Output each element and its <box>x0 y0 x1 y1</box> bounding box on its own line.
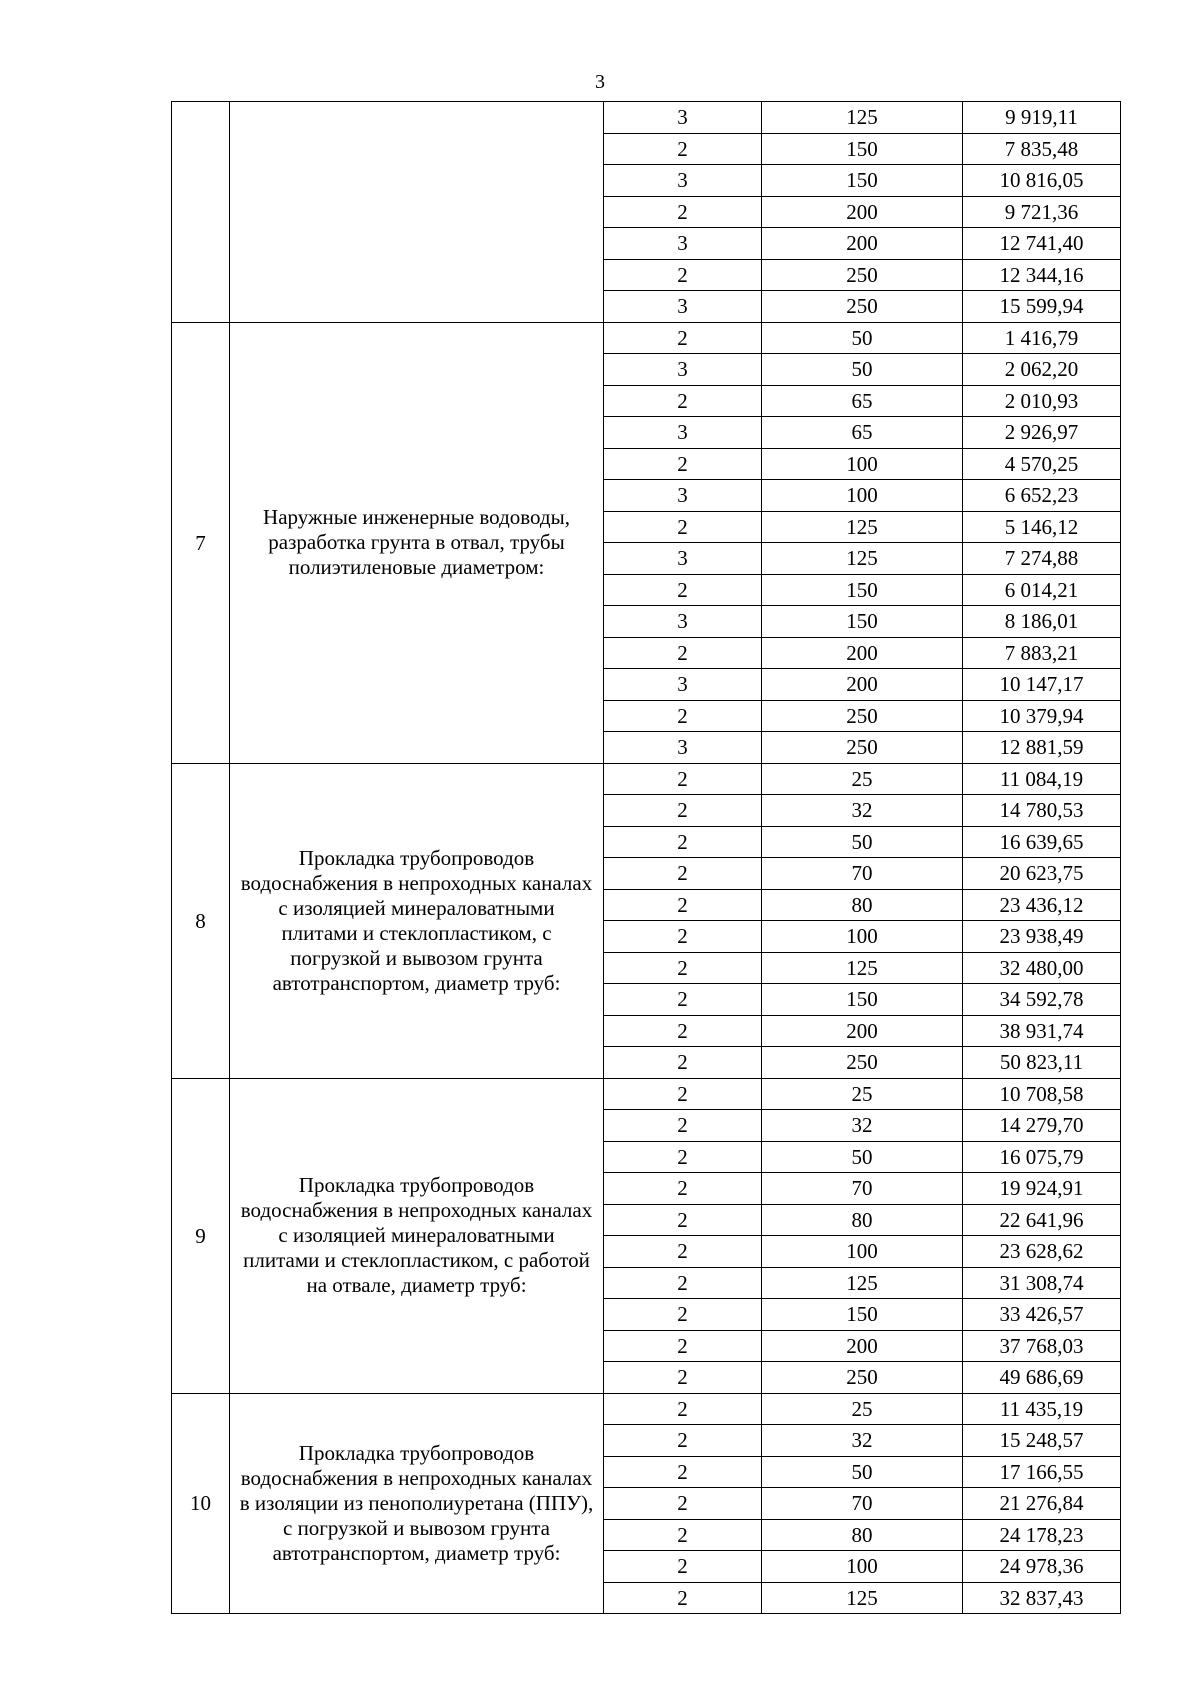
diameter-value: 150 <box>762 165 963 197</box>
price-value: 33 426,57 <box>963 1299 1121 1331</box>
table-row <box>172 1078 1121 1110</box>
depth-value: 3 <box>604 606 762 638</box>
table-row <box>172 1393 1121 1425</box>
item-description: Наружные инженерные водоводы, разработка грунта в отвал, трубы полиэтиленовые диаметром: <box>230 322 604 763</box>
depth-value: 3 <box>604 417 762 449</box>
depth-value: 2 <box>604 1047 762 1079</box>
price-value: 24 178,23 <box>963 1519 1121 1551</box>
depth-value: 3 <box>604 732 762 764</box>
price-value: 4 570,25 <box>963 448 1121 480</box>
price-value: 1 416,79 <box>963 322 1121 354</box>
item-number: 9 <box>172 1078 230 1393</box>
diameter-value: 65 <box>762 417 963 449</box>
price-value: 19 924,91 <box>963 1173 1121 1205</box>
diameter-value: 125 <box>762 952 963 984</box>
price-value: 34 592,78 <box>963 984 1121 1016</box>
diameter-value: 32 <box>762 1425 963 1457</box>
diameter-value: 200 <box>762 196 963 228</box>
diameter-value: 50 <box>762 354 963 386</box>
price-value: 10 816,05 <box>963 165 1121 197</box>
depth-value: 2 <box>604 984 762 1016</box>
depth-value: 2 <box>604 1456 762 1488</box>
item-description: Прокладка трубопроводов водоснабжения в непроходных каналах с изоляцией минераловатными плитами и стеклопластиком, с работой на отвале, диаметр труб: <box>230 1078 604 1393</box>
table-row <box>172 102 1121 134</box>
depth-value: 3 <box>604 354 762 386</box>
price-value: 16 075,79 <box>963 1141 1121 1173</box>
price-value: 9 721,36 <box>963 196 1121 228</box>
table-row <box>172 763 1121 795</box>
price-value: 12 344,16 <box>963 259 1121 291</box>
price-value: 24 978,36 <box>963 1551 1121 1583</box>
depth-value: 2 <box>604 1236 762 1268</box>
price-value: 20 623,75 <box>963 858 1121 890</box>
diameter-value: 80 <box>762 889 963 921</box>
diameter-value: 50 <box>762 1141 963 1173</box>
price-value: 15 248,57 <box>963 1425 1121 1457</box>
depth-value: 3 <box>604 480 762 512</box>
depth-value: 2 <box>604 1582 762 1614</box>
price-value: 2 926,97 <box>963 417 1121 449</box>
depth-value: 2 <box>604 1015 762 1047</box>
diameter-value: 200 <box>762 228 963 260</box>
price-value: 23 938,49 <box>963 921 1121 953</box>
diameter-value: 80 <box>762 1519 963 1551</box>
price-value: 5 146,12 <box>963 511 1121 543</box>
price-value: 10 147,17 <box>963 669 1121 701</box>
table-body <box>172 102 1121 1614</box>
diameter-value: 100 <box>762 1236 963 1268</box>
price-value: 32 837,43 <box>963 1582 1121 1614</box>
price-value: 11 084,19 <box>963 763 1121 795</box>
price-value: 32 480,00 <box>963 952 1121 984</box>
diameter-value: 150 <box>762 984 963 1016</box>
diameter-value: 150 <box>762 574 963 606</box>
depth-value: 2 <box>604 1330 762 1362</box>
diameter-value: 200 <box>762 1015 963 1047</box>
diameter-value: 70 <box>762 1488 963 1520</box>
diameter-value: 25 <box>762 763 963 795</box>
price-value: 17 166,55 <box>963 1456 1121 1488</box>
item-description <box>230 102 604 323</box>
diameter-value: 70 <box>762 1173 963 1205</box>
price-value: 12 741,40 <box>963 228 1121 260</box>
price-value: 14 780,53 <box>963 795 1121 827</box>
price-value: 11 435,19 <box>963 1393 1121 1425</box>
item-number: 10 <box>172 1393 230 1614</box>
diameter-value: 32 <box>762 1110 963 1142</box>
diameter-value: 50 <box>762 826 963 858</box>
price-value: 38 931,74 <box>963 1015 1121 1047</box>
diameter-value: 250 <box>762 291 963 323</box>
price-value: 23 436,12 <box>963 889 1121 921</box>
depth-value: 2 <box>604 1141 762 1173</box>
price-value: 10 708,58 <box>963 1078 1121 1110</box>
depth-value: 2 <box>604 637 762 669</box>
depth-value: 2 <box>604 448 762 480</box>
price-value: 6 014,21 <box>963 574 1121 606</box>
diameter-value: 25 <box>762 1393 963 1425</box>
depth-value: 2 <box>604 1110 762 1142</box>
diameter-value: 50 <box>762 1456 963 1488</box>
diameter-value: 25 <box>762 1078 963 1110</box>
depth-value: 2 <box>604 1393 762 1425</box>
depth-value: 3 <box>604 543 762 575</box>
price-value: 31 308,74 <box>963 1267 1121 1299</box>
depth-value: 2 <box>604 1299 762 1331</box>
depth-value: 2 <box>604 700 762 732</box>
depth-value: 2 <box>604 196 762 228</box>
depth-value: 2 <box>604 1362 762 1394</box>
table-row <box>172 322 1121 354</box>
depth-value: 2 <box>604 763 762 795</box>
price-value: 15 599,94 <box>963 291 1121 323</box>
price-value: 2 010,93 <box>963 385 1121 417</box>
depth-value: 2 <box>604 574 762 606</box>
price-value: 50 823,11 <box>963 1047 1121 1079</box>
item-number <box>172 102 230 323</box>
item-description: Прокладка трубопроводов водоснабжения в непроходных каналах в изоляции из пенополиуретана (ППУ), с погрузкой и вывозом грунта автотранспортом, диаметр труб: <box>230 1393 604 1614</box>
diameter-value: 100 <box>762 1551 963 1583</box>
depth-value: 2 <box>604 921 762 953</box>
price-value: 7 883,21 <box>963 637 1121 669</box>
diameter-value: 250 <box>762 1047 963 1079</box>
diameter-value: 250 <box>762 259 963 291</box>
price-value: 7 835,48 <box>963 133 1121 165</box>
depth-value: 2 <box>604 952 762 984</box>
depth-value: 2 <box>604 858 762 890</box>
diameter-value: 125 <box>762 1582 963 1614</box>
diameter-value: 250 <box>762 732 963 764</box>
diameter-value: 200 <box>762 637 963 669</box>
price-value: 21 276,84 <box>963 1488 1121 1520</box>
price-value: 37 768,03 <box>963 1330 1121 1362</box>
diameter-value: 150 <box>762 133 963 165</box>
diameter-value: 125 <box>762 102 963 134</box>
diameter-value: 70 <box>762 858 963 890</box>
diameter-value: 200 <box>762 669 963 701</box>
depth-value: 2 <box>604 1551 762 1583</box>
diameter-value: 80 <box>762 1204 963 1236</box>
price-value: 7 274,88 <box>963 543 1121 575</box>
price-value: 22 641,96 <box>963 1204 1121 1236</box>
depth-value: 2 <box>604 1204 762 1236</box>
price-value: 8 186,01 <box>963 606 1121 638</box>
item-number: 7 <box>172 322 230 763</box>
diameter-value: 65 <box>762 385 963 417</box>
diameter-value: 125 <box>762 511 963 543</box>
item-number: 8 <box>172 763 230 1078</box>
price-value: 6 652,23 <box>963 480 1121 512</box>
depth-value: 2 <box>604 1078 762 1110</box>
price-value: 9 919,11 <box>963 102 1121 134</box>
depth-value: 2 <box>604 322 762 354</box>
depth-value: 2 <box>604 1267 762 1299</box>
diameter-value: 100 <box>762 480 963 512</box>
price-value: 12 881,59 <box>963 732 1121 764</box>
price-value: 2 062,20 <box>963 354 1121 386</box>
depth-value: 2 <box>604 133 762 165</box>
depth-value: 2 <box>604 795 762 827</box>
depth-value: 3 <box>604 165 762 197</box>
depth-value: 2 <box>604 889 762 921</box>
diameter-value: 100 <box>762 448 963 480</box>
diameter-value: 200 <box>762 1330 963 1362</box>
depth-value: 2 <box>604 1519 762 1551</box>
depth-value: 2 <box>604 1425 762 1457</box>
diameter-value: 50 <box>762 322 963 354</box>
price-table <box>171 101 1121 1614</box>
depth-value: 2 <box>604 1173 762 1205</box>
price-value: 49 686,69 <box>963 1362 1121 1394</box>
price-value: 10 379,94 <box>963 700 1121 732</box>
diameter-value: 250 <box>762 1362 963 1394</box>
depth-value: 3 <box>604 669 762 701</box>
page-number: 3 <box>595 71 605 93</box>
depth-value: 2 <box>604 385 762 417</box>
depth-value: 2 <box>604 511 762 543</box>
diameter-value: 125 <box>762 1267 963 1299</box>
diameter-value: 250 <box>762 700 963 732</box>
depth-value: 3 <box>604 291 762 323</box>
diameter-value: 125 <box>762 543 963 575</box>
diameter-value: 150 <box>762 606 963 638</box>
depth-value: 2 <box>604 826 762 858</box>
depth-value: 2 <box>604 1488 762 1520</box>
depth-value: 3 <box>604 102 762 134</box>
diameter-value: 32 <box>762 795 963 827</box>
price-value: 16 639,65 <box>963 826 1121 858</box>
depth-value: 3 <box>604 228 762 260</box>
diameter-value: 150 <box>762 1299 963 1331</box>
price-value: 23 628,62 <box>963 1236 1121 1268</box>
price-value: 14 279,70 <box>963 1110 1121 1142</box>
depth-value: 2 <box>604 259 762 291</box>
item-description: Прокладка трубопроводов водоснабжения в непроходных каналах с изоляцией минераловатными плитами и стеклопластиком, с погрузкой и вывозом грунта автотранспортом, диаметр труб: <box>230 763 604 1078</box>
diameter-value: 100 <box>762 921 963 953</box>
